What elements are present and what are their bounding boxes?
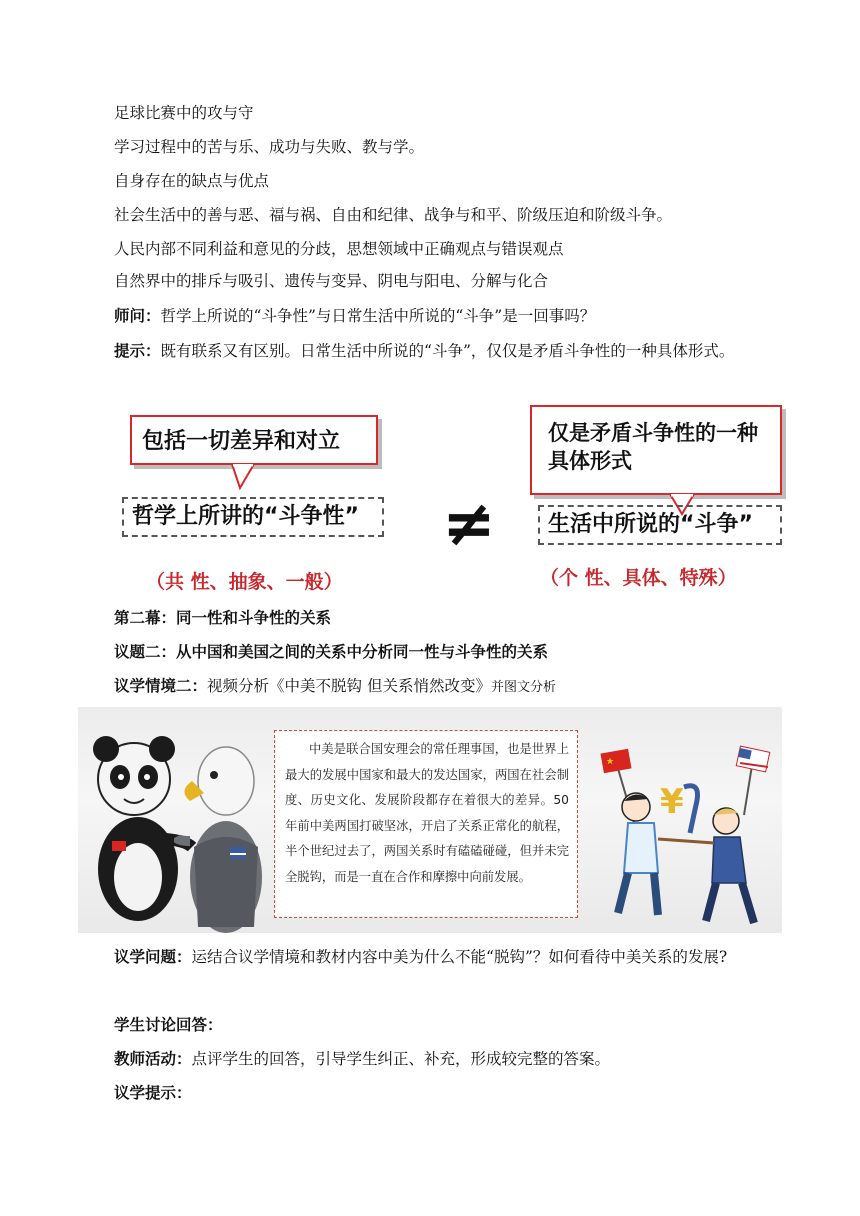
left-dashed-box: 哲学上所讲的“斗争性” (122, 497, 384, 537)
callout-tail (230, 464, 270, 490)
text-line: 足球比赛中的攻与守 (114, 104, 254, 122)
eagle-illustration (174, 737, 274, 933)
question-label: 议学问题： (114, 947, 192, 966)
act2-title: 第二幕：同一性和斗争性的关系 (114, 608, 332, 627)
not-equal-symbol: ≠ (442, 487, 496, 561)
context2-suffix: 并图文分析 (490, 680, 556, 695)
comparison-figure (110, 405, 790, 600)
context2-label: 议学情境二： (114, 676, 208, 695)
teacher-activity (114, 1048, 610, 1070)
text-line: 社会生活中的善与恶、福与祸、自由和纪律、战争与和平、阶级压迫和阶级斗争。 (114, 206, 673, 224)
teacher-question (114, 305, 595, 327)
illustration-textbox: 中美是联合国安理会的常任理事国，也是世界上最大的发展中国家和最大的发达国家，两国在社会制度、历史文化、发展阶段都存在着很大的差异。50年前中美两国打破坚冰，开启了关系正常化的航程，半个世纪过去了，两国关系时有磕磕碰碰，但并未完全脱钩，而是一直在合作和摩擦中向前发展。 (274, 730, 578, 918)
teacher-question-label: 师问： (114, 306, 161, 325)
hint-paragraph (80, 334, 780, 368)
discussion-label: 学生讨论回答： (114, 1015, 223, 1034)
right-dashed-box: 生活中所说的“斗争” (538, 505, 782, 545)
right-note: （个 性、具体、特殊） (540, 567, 737, 589)
topic2: 议题二：从中国和美国之间的关系中分析同一性与斗争性的关系 (114, 642, 549, 661)
text-line: 学习过程中的苦与乐、成功与失败、教与学。 (114, 138, 425, 156)
teacher-activity-label: 教师活动： (114, 1049, 192, 1068)
text-line: 人民内部不同利益和意见的分歧，思想领域中正确观点与错误观点 (114, 240, 564, 258)
svg-text:★: ★ (606, 757, 615, 767)
text-line: 自然界中的排斥与吸引、遗传与变异、阴电与阳电、分解与化合 (114, 272, 549, 290)
hint-label: 提示： (114, 341, 161, 360)
left-note: （共 性、抽象、一般） (146, 571, 343, 593)
prompt-label: 议学提示： (114, 1083, 192, 1102)
question-text: 运结合议学情境和教材内容中美为什么不能“脱钩”？如何看待中美关系的发展? (191, 948, 728, 966)
yuan-symbol: ¥ (660, 782, 684, 822)
question-paragraph (80, 940, 780, 974)
context2 (114, 675, 556, 699)
right-callout: 仅是矛盾斗争性的一种具体形式 (530, 405, 782, 495)
hint-text: 既有联系又有区别。日常生活中所说的“斗争”，仅仅是矛盾斗争性的一种具体形式。 (160, 342, 735, 360)
context2-text: 视频分析《中美不脱钩 但关系悄然改变》 (207, 677, 491, 695)
tug-of-war-illustration (598, 743, 782, 933)
left-callout: 包括一切差异和对立 (130, 415, 378, 465)
teacher-activity-text: 点评学生的回答，引导学生纠正、补充，形成较完整的答案。 (191, 1050, 611, 1068)
us-china-illustration (78, 707, 782, 933)
text-line: 自身存在的缺点与优点 (114, 172, 270, 190)
teacher-question-text: 哲学上所说的“斗争性”与日常生活中所说的“斗争”是一回事吗？ (160, 307, 596, 325)
